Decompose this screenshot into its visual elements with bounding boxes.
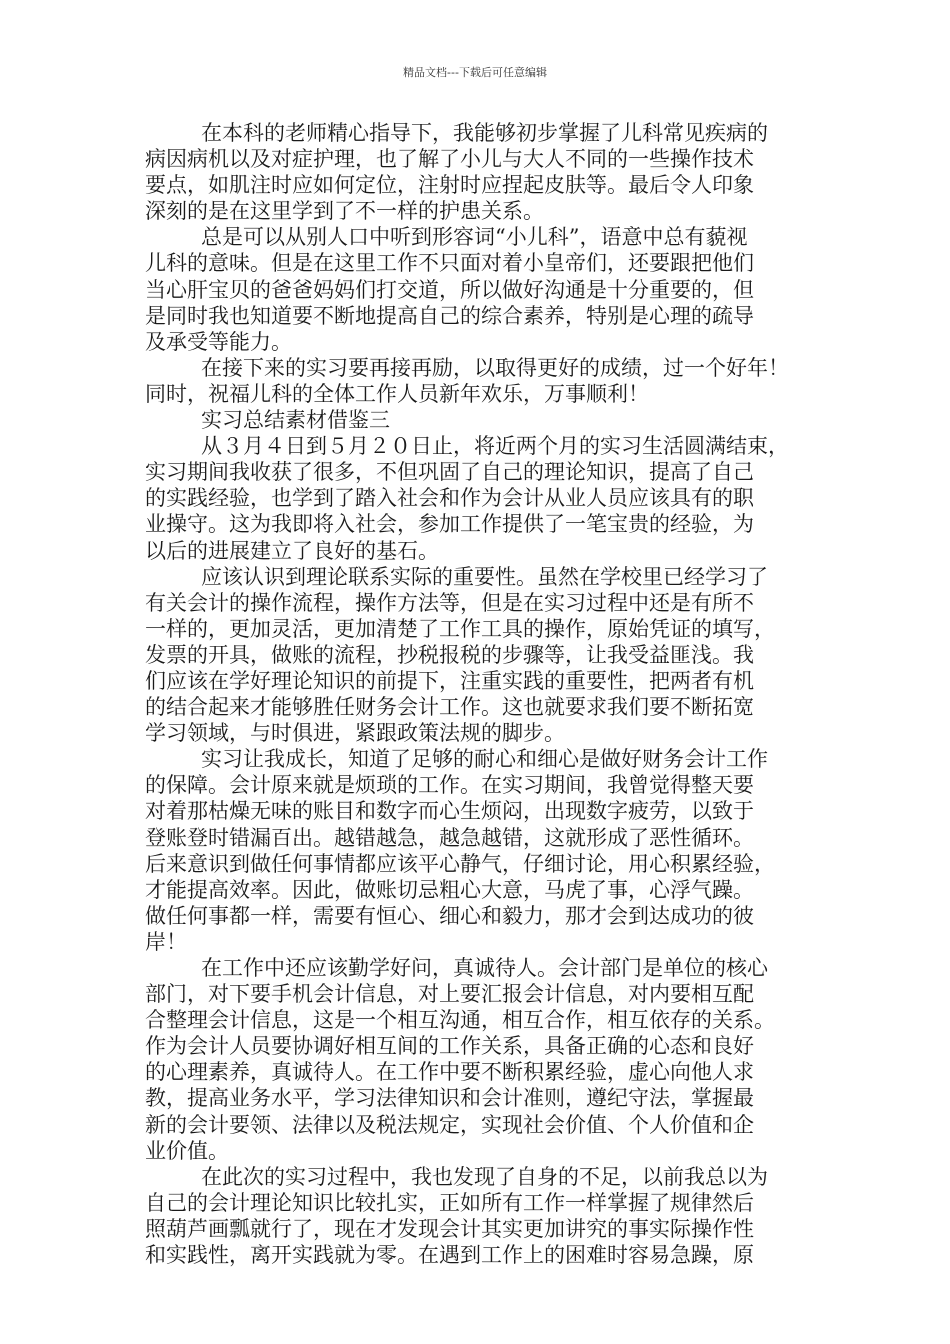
text-line: 发票的开具，做账的流程，抄税报税的步骤等，让我受益匪浅。我 — [145, 642, 754, 667]
text-line: 有关会计的操作流程，操作方法等，但是在实习过程中还是有所不 — [145, 590, 754, 615]
text-line: 部门，对下要手机会计信息，对上要汇报会计信息，对内要相互配 — [145, 982, 754, 1007]
text-line: 实习让我成长，知道了足够的耐心和细心是做好财务会计工作 — [201, 747, 768, 772]
text-line: 业操守。这为我即将入社会，参加工作提供了一笔宝贵的经验，为 — [145, 512, 754, 537]
text-line: 从３月４日到５月２０日止，将近两个月的实习生活圆满结束， — [201, 434, 789, 459]
text-line: 实习期间我收获了很多，不但巩固了自己的理论知识，提高了自己 — [145, 460, 754, 485]
text-line: 自己的会计理论知识比较扎实，正如所有工作一样掌握了规律然后 — [145, 1190, 754, 1215]
text-line: 照葫芦画瓢就行了，现在才发现会计其实更加讲究的事实际操作性 — [145, 1216, 754, 1241]
text-line: 的保障。会计原来就是烦琐的工作。在实习期间，我曾觉得整天要 — [145, 773, 754, 798]
text-line: 学习领域，与时俱进，紧跟政策法规的脚步。 — [145, 721, 565, 746]
text-line: 作为会计人员要协调好相互间的工作关系，具备正确的心态和良好 — [145, 1034, 754, 1059]
text-line: 合整理会计信息，这是一个相互沟通，相互合作，相互依存的关系。 — [145, 1008, 775, 1033]
text-line: 同时，祝福儿科的全体工作人员新年欢乐，万事顺利！ — [145, 381, 649, 406]
text-line: 们应该在学好理论知识的前提下，注重实践的重要性，把两者有机 — [145, 668, 754, 693]
text-line: 的心理素养，真诚待人。在工作中要不断积累经验，虚心向他人求 — [145, 1060, 754, 1085]
text-line: 在本科的老师精心指导下，我能够初步掌握了儿科常见疾病的 — [201, 121, 768, 145]
text-line: 儿科的意味。但是在这里工作不只面对着小皇帝们，还要跟把他们 — [145, 251, 754, 276]
text-line: 做任何事都一样，需要有恒心、细心和毅力，那才会到达成功的彼 — [145, 903, 754, 928]
text-line: 后来意识到做任何事情都应该平心静气，仔细讨论，用心积累经验， — [145, 851, 775, 876]
text-line: 新的会计要领、法律以及税法规定，实现社会价值、个人价值和企 — [145, 1112, 754, 1137]
text-line: 的实践经验，也学到了踏入社会和作为会计从业人员应该具有的职 — [145, 486, 754, 511]
text-line: 和实践性，离开实践就为零。在遇到工作上的困难时容易急躁，原 — [145, 1243, 754, 1268]
text-line: 总是可以从别人口中听到形容词“小儿科”，语意中总有藐视 — [201, 225, 748, 250]
text-line: 实习总结素材借鉴三 — [201, 408, 390, 433]
text-line: 对着那枯燥无味的账目和数字而心生烦闷，出现数字疲劳，以致于 — [145, 799, 754, 824]
text-line: 应该认识到理论联系实际的重要性。虽然在学校里已经学习了 — [201, 564, 768, 589]
page-header: 精品文档---下载后可任意编辑 — [403, 66, 547, 79]
text-line: 在接下来的实习要再接再励，以取得更好的成绩，过一个好年！ — [201, 355, 789, 380]
text-line: 病因病机以及对症护理，也了解了小儿与大人不同的一些操作技术 — [145, 147, 754, 172]
text-line: 在此次的实习过程中，我也发现了自身的不足，以前我总以为 — [201, 1164, 768, 1189]
text-line: 及承受等能力。 — [145, 329, 292, 354]
text-line: 登账登时错漏百出。越错越急，越急越错，这就形成了恶性循环。 — [145, 825, 754, 850]
text-line: 才能提高效率。因此，做账切忌粗心大意，马虎了事，心浮气躁。 — [145, 877, 754, 902]
text-line: 当心肝宝贝的爸爸妈妈们打交道，所以做好沟通是十分重要的，但 — [145, 277, 754, 302]
document-body — [145, 120, 810, 1268]
text-line: 深刻的是在这里学到了不一样的护患关系。 — [145, 199, 544, 224]
text-line: 在工作中还应该勤学好问，真诚待人。会计部门是单位的核心 — [201, 956, 768, 980]
text-line: 以后的进展建立了良好的基石。 — [145, 538, 439, 563]
text-line: 业价值。 — [145, 1138, 229, 1163]
text-line: 要点，如肌注时应如何定位，注射时应捏起皮肤等。最后令人印象 — [145, 173, 754, 198]
text-line: 是同时我也知道要不断地提高自己的综合素养，特别是心理的疏导 — [145, 303, 754, 328]
text-line: 一样的，更加灵活，更加清楚了工作工具的操作，原始凭证的填写， — [145, 616, 775, 641]
text-line: 的结合起来才能够胜任财务会计工作。这也就要求我们要不断拓宽 — [145, 695, 754, 720]
text-line: 教，提高业务水平，学习法律知识和会计准则，遵纪守法，掌握最 — [145, 1086, 754, 1111]
text-line: 岸！ — [145, 929, 187, 954]
